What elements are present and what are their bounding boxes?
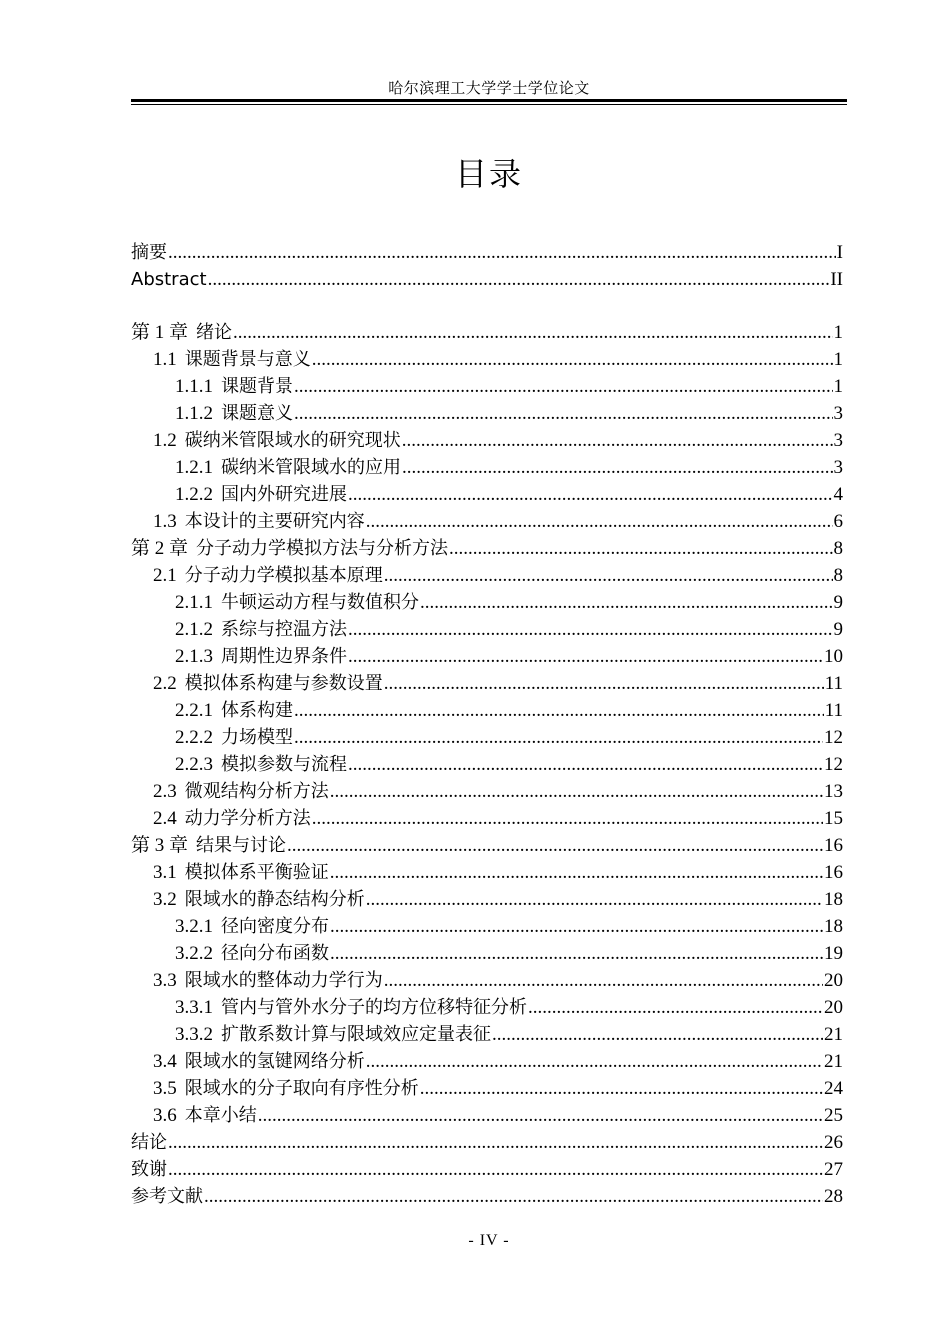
toc-entry-page: 3 bbox=[833, 457, 843, 478]
toc-entry-number: 1.3 bbox=[153, 511, 177, 532]
toc-entry-number: 2.1.3 bbox=[175, 646, 213, 667]
toc-dot-leader bbox=[204, 1183, 823, 1210]
toc-entry-title: 分子动力学模拟方法与分析方法 bbox=[196, 538, 449, 559]
toc-entry[interactable] bbox=[131, 562, 843, 589]
toc-entry[interactable] bbox=[131, 724, 843, 751]
toc-entry-page: 3 bbox=[833, 403, 843, 424]
toc-entry-page: 12 bbox=[824, 727, 843, 748]
toc-entry-number: 第 2 章 bbox=[131, 538, 189, 559]
toc-dot-leader bbox=[348, 751, 823, 778]
toc-entry-page: 15 bbox=[824, 808, 843, 829]
toc-entry-title: 牛顿运动方程与数值积分 bbox=[221, 592, 419, 613]
toc-entry-title: 碳纳米管限域水的应用 bbox=[221, 457, 401, 478]
toc-dot-leader bbox=[402, 427, 833, 454]
toc-entry-page: 11 bbox=[824, 700, 843, 721]
toc-entry-page: 1 bbox=[833, 322, 843, 343]
toc-dot-leader bbox=[449, 535, 832, 562]
toc-entry-title: Abstract bbox=[131, 269, 207, 290]
toc-dot-leader bbox=[294, 697, 824, 724]
toc-dot-leader bbox=[294, 724, 823, 751]
toc-entry-title: 摘要 bbox=[131, 242, 167, 263]
toc-entry-page: 27 bbox=[824, 1159, 843, 1180]
toc-entry-page: 20 bbox=[824, 970, 843, 991]
toc-entry-page: 6 bbox=[833, 511, 843, 532]
toc-entry-title: 限域水的氢键网络分析 bbox=[184, 1051, 365, 1072]
toc-entry[interactable] bbox=[131, 1075, 843, 1102]
toc-entry-number: 1.1.1 bbox=[175, 376, 213, 397]
toc-dot-leader bbox=[348, 643, 823, 670]
toc-entry-page: 28 bbox=[824, 1186, 843, 1207]
toc-dot-leader bbox=[420, 1075, 823, 1102]
toc-entry-number: 2.3 bbox=[153, 781, 177, 802]
toc-entry-number: 第 3 章 bbox=[131, 835, 189, 856]
toc-entry-title: 结果与讨论 bbox=[196, 835, 287, 856]
toc-entry-title: 模拟体系平衡验证 bbox=[184, 862, 329, 883]
toc-entry-page: 26 bbox=[824, 1132, 843, 1153]
toc-entry[interactable] bbox=[131, 832, 843, 859]
toc-entry-number: 第 1 章 bbox=[131, 322, 189, 343]
toc-entry-title: 分子动力学模拟基本原理 bbox=[184, 565, 383, 586]
toc-entry-page: 19 bbox=[824, 943, 843, 964]
toc-dot-leader bbox=[258, 1102, 823, 1129]
toc-entry-page: 12 bbox=[824, 754, 843, 775]
toc-entry[interactable] bbox=[131, 1183, 843, 1210]
toc-entry-title: 本章小结 bbox=[184, 1105, 257, 1126]
header-rule-thick bbox=[131, 99, 847, 102]
toc-entry-page: 18 bbox=[824, 889, 843, 910]
toc-dot-leader bbox=[384, 967, 823, 994]
toc-dot-leader bbox=[330, 913, 823, 940]
toc-dot-leader bbox=[312, 805, 823, 832]
toc-entry[interactable] bbox=[131, 1048, 843, 1075]
toc-entry-number: 2.4 bbox=[153, 808, 177, 829]
toc-entry[interactable] bbox=[131, 697, 843, 724]
toc-entry-number: 3.3.1 bbox=[175, 997, 213, 1018]
toc-entry-number: 1.1 bbox=[153, 349, 177, 370]
toc-entry-title: 致谢 bbox=[131, 1159, 167, 1180]
toc-entry-title: 微观结构分析方法 bbox=[184, 781, 329, 802]
toc-dot-leader bbox=[528, 994, 823, 1021]
toc-dot-leader bbox=[492, 1021, 823, 1048]
toc-entry[interactable] bbox=[131, 454, 843, 481]
toc-entry-number: 1.2.1 bbox=[175, 457, 213, 478]
toc-entry-page: 21 bbox=[824, 1024, 843, 1045]
toc-dot-leader bbox=[208, 266, 830, 293]
toc-entry[interactable] bbox=[131, 913, 843, 940]
toc-entry-title: 本设计的主要研究内容 bbox=[184, 511, 365, 532]
toc-entry[interactable] bbox=[131, 535, 843, 562]
toc-entry-number: 3.2.1 bbox=[175, 916, 213, 937]
toc-entry-page: 9 bbox=[833, 592, 843, 613]
toc-entry-page: 3 bbox=[833, 430, 843, 451]
toc-dot-leader bbox=[168, 1129, 823, 1156]
toc-entry[interactable] bbox=[131, 886, 843, 913]
toc-entry-title: 模拟体系构建与参数设置 bbox=[184, 673, 383, 694]
toc-entry[interactable] bbox=[131, 940, 843, 967]
toc-entry[interactable] bbox=[131, 670, 843, 697]
toc-entry-page: 18 bbox=[824, 916, 843, 937]
toc-entry[interactable] bbox=[131, 778, 843, 805]
toc-entry[interactable] bbox=[131, 1021, 843, 1048]
toc-entry[interactable] bbox=[131, 319, 843, 346]
toc-entry[interactable] bbox=[131, 427, 843, 454]
toc-entry-page: 8 bbox=[833, 565, 843, 586]
toc-entry[interactable] bbox=[131, 994, 843, 1021]
toc-entry-page: 1 bbox=[833, 376, 843, 397]
toc-dot-leader bbox=[168, 1156, 823, 1183]
toc-entry-page: 10 bbox=[824, 646, 843, 667]
toc-entry-title: 周期性边界条件 bbox=[221, 646, 347, 667]
toc-entry-page: 4 bbox=[833, 484, 843, 505]
page-number-footer: - IV - bbox=[468, 1232, 510, 1249]
toc-entry-page: 24 bbox=[824, 1078, 843, 1099]
toc-entry-page: 25 bbox=[824, 1105, 843, 1126]
toc-entry-page: 21 bbox=[824, 1051, 843, 1072]
page-title: 目录 bbox=[454, 155, 523, 193]
toc-entry-page: 1 bbox=[833, 349, 843, 370]
toc-entry-number: 2.1.2 bbox=[175, 619, 213, 640]
toc-entry-number: 1.2 bbox=[153, 430, 177, 451]
toc-entry-page: 8 bbox=[833, 538, 843, 559]
toc-entry-title: 力场模型 bbox=[221, 727, 293, 748]
toc-entry-number: 3.5 bbox=[153, 1078, 177, 1099]
toc-entry-number: 3.1 bbox=[153, 862, 177, 883]
toc-entry[interactable] bbox=[131, 967, 843, 994]
toc-entry-page: II bbox=[830, 269, 843, 290]
toc-entry-page: 20 bbox=[824, 997, 843, 1018]
toc-entry-title: 碳纳米管限域水的研究现状 bbox=[184, 430, 401, 451]
toc-dot-leader bbox=[366, 508, 833, 535]
toc-entry-title: 课题意义 bbox=[221, 403, 293, 424]
toc-entry-number: 2.2.1 bbox=[175, 700, 213, 721]
toc-entry-title: 扩散系数计算与限域效应定量表征 bbox=[221, 1024, 491, 1045]
toc-entry-page: I bbox=[836, 242, 843, 263]
toc-entry[interactable] bbox=[131, 805, 843, 832]
toc-entry[interactable] bbox=[131, 239, 843, 266]
toc-entry-title: 径向密度分布 bbox=[221, 916, 329, 937]
toc-dot-leader bbox=[384, 670, 824, 697]
toc-entry-title: 体系构建 bbox=[221, 700, 293, 721]
toc-entry[interactable] bbox=[131, 400, 843, 427]
toc-entry[interactable] bbox=[131, 751, 843, 778]
toc-dot-leader bbox=[168, 239, 836, 266]
toc-entry-number: 2.2.2 bbox=[175, 727, 213, 748]
toc-entry[interactable] bbox=[131, 373, 843, 400]
toc-entry[interactable] bbox=[131, 1129, 843, 1156]
toc-entry-number: 1.2.2 bbox=[175, 484, 213, 505]
toc-dot-leader bbox=[312, 346, 833, 373]
toc-entry-number: 2.1.1 bbox=[175, 592, 213, 613]
toc-entry-number: 2.1 bbox=[153, 565, 177, 586]
toc-entry-number: 2.2.3 bbox=[175, 754, 213, 775]
toc-entry-title: 限域水的整体动力学行为 bbox=[184, 970, 383, 991]
toc-entry-number: 3.6 bbox=[153, 1105, 177, 1126]
toc-dot-leader bbox=[233, 319, 832, 346]
toc-entry[interactable] bbox=[131, 1102, 843, 1129]
toc-entry-number: 3.3.2 bbox=[175, 1024, 213, 1045]
toc-entry-title: 参考文献 bbox=[131, 1186, 203, 1207]
toc-entry[interactable] bbox=[131, 1156, 843, 1183]
toc-dot-leader bbox=[294, 373, 833, 400]
toc-entry-title: 管内与管外水分子的均方位移特征分析 bbox=[221, 997, 527, 1018]
toc-entry-title: 限域水的静态结构分析 bbox=[184, 889, 365, 910]
toc-entry-title: 模拟参数与流程 bbox=[221, 754, 347, 775]
toc-entry[interactable] bbox=[131, 508, 843, 535]
toc-entry[interactable] bbox=[131, 266, 843, 293]
toc-dot-leader bbox=[330, 778, 823, 805]
toc-entry[interactable] bbox=[131, 616, 843, 643]
toc-entry-title: 系综与控温方法 bbox=[221, 619, 347, 640]
toc-entry[interactable] bbox=[131, 859, 843, 886]
toc-entry-page: 13 bbox=[824, 781, 843, 802]
toc-entry-number: 3.2 bbox=[153, 889, 177, 910]
toc-entry-title: 径向分布函数 bbox=[221, 943, 329, 964]
toc-entry-page: 16 bbox=[824, 835, 843, 856]
toc-dot-leader bbox=[420, 589, 833, 616]
toc-entry-title: 国内外研究进展 bbox=[221, 484, 347, 505]
toc-dot-leader bbox=[348, 616, 833, 643]
toc-entry-title: 课题背景 bbox=[221, 376, 293, 397]
header-rule-thin bbox=[131, 104, 847, 105]
toc-dot-leader bbox=[402, 454, 833, 481]
toc-entry-number: 3.2.2 bbox=[175, 943, 213, 964]
toc-entry-page: 9 bbox=[833, 619, 843, 640]
toc-entry-number: 3.3 bbox=[153, 970, 177, 991]
toc-dot-leader bbox=[366, 886, 823, 913]
toc-entry-title: 课题背景与意义 bbox=[184, 349, 311, 370]
toc-dot-leader bbox=[330, 859, 823, 886]
toc-entry[interactable] bbox=[131, 346, 843, 373]
toc-entry-title: 限域水的分子取向有序性分析 bbox=[184, 1078, 419, 1099]
toc-entry-title: 动力学分析方法 bbox=[184, 808, 311, 829]
toc-dot-leader bbox=[384, 562, 833, 589]
toc-dot-leader bbox=[348, 481, 833, 508]
table-of-contents bbox=[131, 239, 843, 1210]
toc-dot-leader bbox=[287, 832, 823, 859]
toc-entry-page: 11 bbox=[824, 673, 843, 694]
toc-entry-number: 3.4 bbox=[153, 1051, 177, 1072]
toc-entry[interactable] bbox=[131, 481, 843, 508]
toc-dot-leader bbox=[366, 1048, 823, 1075]
toc-entry-number: 2.2 bbox=[153, 673, 177, 694]
running-header: 哈尔滨理工大学学士学位论文 bbox=[388, 79, 590, 97]
toc-dot-leader bbox=[294, 400, 833, 427]
toc-entry-page: 16 bbox=[824, 862, 843, 883]
toc-entry-title: 结论 bbox=[131, 1132, 167, 1153]
toc-entry-title: 绪论 bbox=[196, 322, 233, 343]
toc-entry[interactable] bbox=[131, 589, 843, 616]
toc-dot-leader bbox=[330, 940, 823, 967]
toc-entry[interactable] bbox=[131, 643, 843, 670]
toc-entry-number: 1.1.2 bbox=[175, 403, 213, 424]
